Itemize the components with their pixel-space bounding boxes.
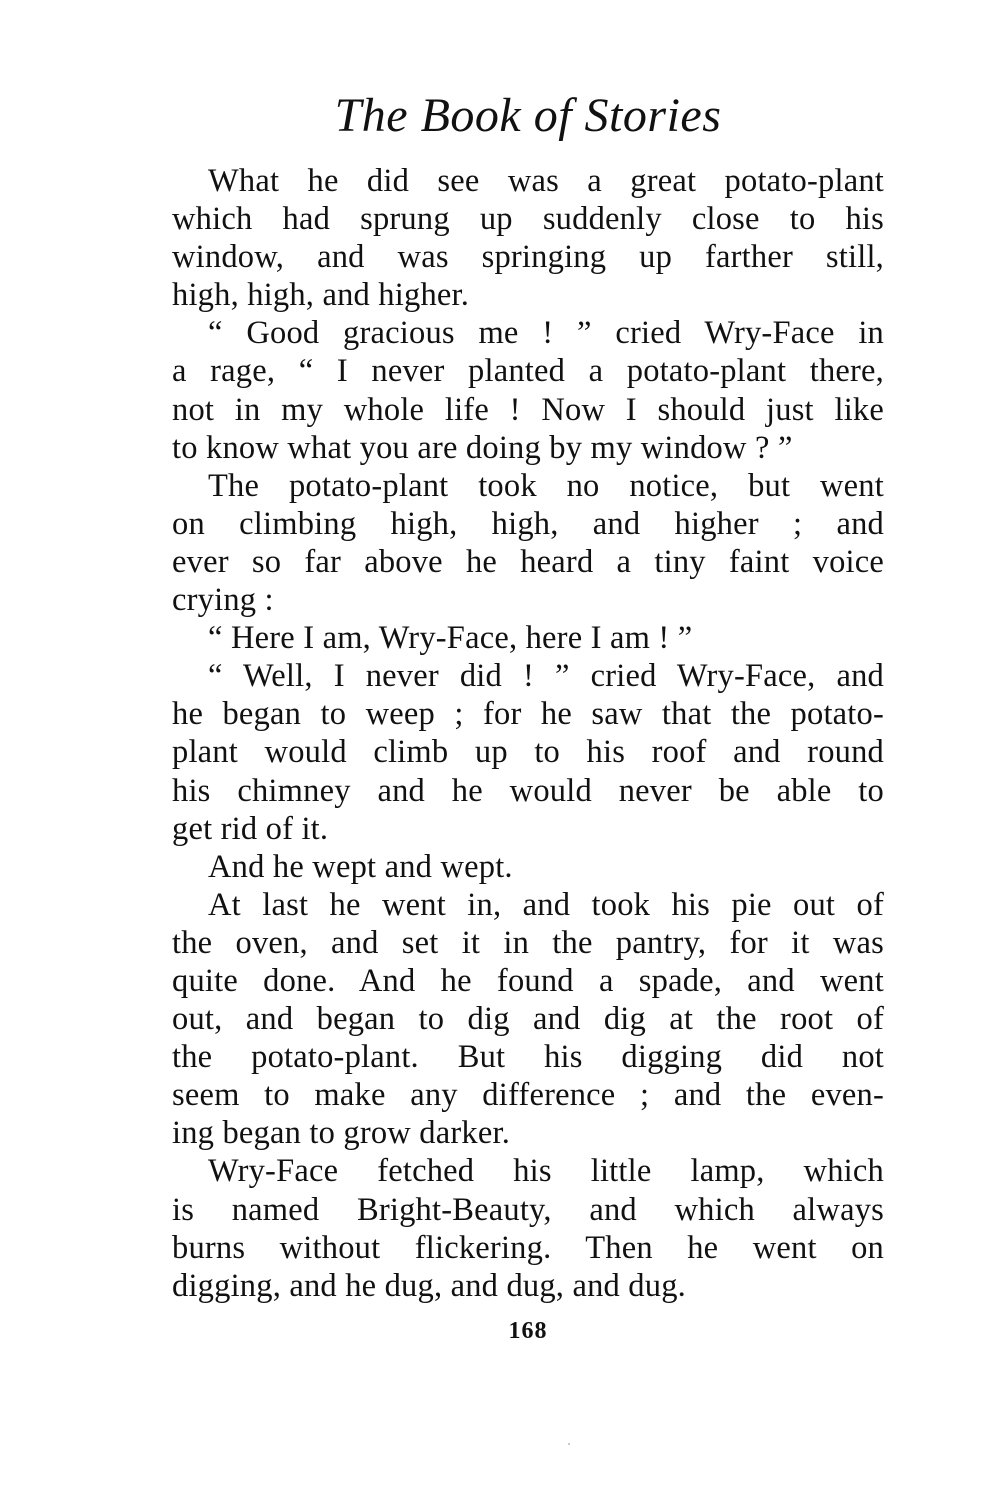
- text-line: At last he went in, and took his pie out of: [208, 886, 884, 923]
- paper-speck: [568, 1443, 570, 1445]
- text-line: seem to make any difference ; and the even-: [172, 1077, 884, 1114]
- text-line: his chimney and he would never be able to: [172, 772, 884, 809]
- text-line: he began to weep ; for he saw that the potato-: [172, 696, 884, 733]
- text-line: is named Bright-Beauty, and which always: [172, 1191, 884, 1228]
- paragraph: [172, 314, 884, 466]
- text-line: burns without flickering. Then he went on: [172, 1229, 884, 1266]
- paragraph: [172, 619, 884, 657]
- text-line: a rage, “ I never planted a potato-plant there,: [172, 353, 884, 390]
- text-line: crying :: [172, 582, 274, 619]
- paragraph: [172, 467, 884, 619]
- page-number: 168: [508, 1318, 548, 1344]
- text-line: What he did see was a great potato-plant: [208, 163, 884, 199]
- running-head-title: The Book of Stories: [334, 89, 722, 142]
- text-line: “ Well, I never did ! ” cried Wry-Face, and: [208, 658, 884, 695]
- page-body-text: [172, 162, 884, 1305]
- text-line: not in my whole life ! Now I should just like: [172, 391, 884, 428]
- text-line: get rid of it.: [172, 810, 329, 847]
- text-line: “ Here I am, Wry-Face, here I am ! ”: [208, 620, 693, 657]
- text-line: “ Good gracious me ! ” cried Wry-Face in: [208, 315, 884, 352]
- text-line: And he wept and wept.: [208, 848, 513, 885]
- text-line: digging, and he dug, and dug, and dug.: [172, 1267, 686, 1304]
- paragraph: [172, 848, 884, 886]
- paragraph: [172, 162, 884, 314]
- text-line: quite done. And he found a spade, and went: [172, 962, 884, 999]
- text-line: the oven, and set it in the pantry, for it was: [172, 924, 884, 961]
- text-line: the potato-plant. But his digging did not: [172, 1039, 884, 1076]
- paragraph: [172, 657, 884, 847]
- text-line: ever so far above he heard a tiny faint voice: [172, 543, 884, 580]
- paragraph: [172, 1152, 884, 1304]
- text-line: ing began to grow darker.: [172, 1115, 511, 1152]
- text-line: The potato-plant took no notice, but went: [208, 467, 884, 504]
- text-line: which had sprung up suddenly close to his: [172, 201, 884, 238]
- text-line: plant would climb up to his roof and round: [172, 734, 884, 771]
- text-line: out, and began to dig and dig at the root of: [172, 1001, 884, 1038]
- text-line: on climbing high, high, and higher ; and: [172, 505, 884, 542]
- paragraph: [172, 886, 884, 1153]
- text-line: high, high, and higher.: [172, 277, 470, 314]
- text-line: to know what you are doing by my window ? ”: [172, 429, 793, 466]
- text-line: Wry-Face fetched his little lamp, which: [208, 1153, 884, 1190]
- text-line: window, and was springing up farther still,: [172, 239, 884, 276]
